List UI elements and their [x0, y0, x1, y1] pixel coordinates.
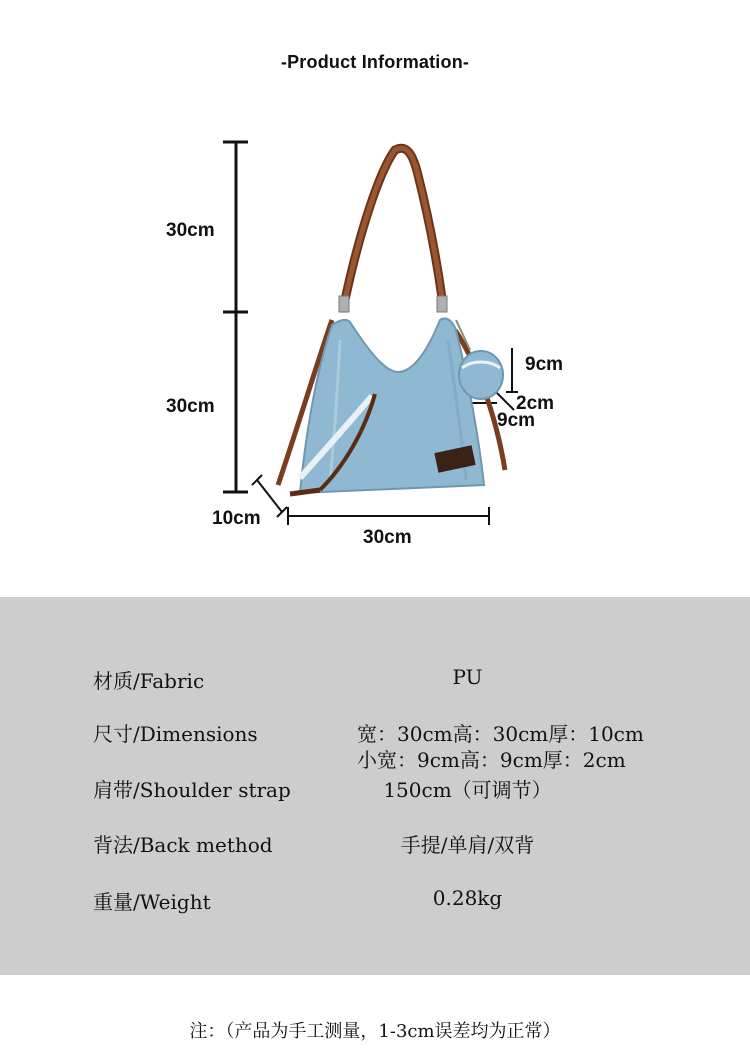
pouch-height-label: 9cm — [525, 354, 564, 375]
measurement-footnote: 注：（产品为手工测量，1-3cm误差均为正常） — [189, 1021, 561, 1042]
zipper-pull-tab — [290, 490, 320, 494]
shoulder-strap — [339, 148, 447, 312]
spec-value: 小宽：9cm高：9cm厚：2cm — [357, 748, 626, 772]
bag-width-label: 30cm — [363, 527, 412, 548]
spec-label: 尺寸/Dimensions — [93, 722, 258, 746]
spec-panel — [0, 597, 750, 975]
bag-height-label: 30cm — [166, 396, 215, 417]
spec-value: 手提/单肩/双背 — [400, 833, 535, 857]
spec-label: 重量/Weight — [93, 890, 211, 914]
strap-height-label: 30cm — [166, 220, 215, 241]
spec-value: 宽：30cm高：30cm厚：10cm — [357, 722, 644, 746]
bag-depth-label: 10cm — [212, 508, 261, 529]
strap-buckle-right — [437, 296, 447, 312]
spec-value: 150cm（可调节） — [383, 778, 552, 802]
spec-label: 肩带/Shoulder strap — [93, 778, 291, 802]
spec-row-fabric — [0, 665, 750, 695]
height-dimension-line — [223, 142, 248, 492]
spec-row-back-method — [0, 829, 750, 859]
pouch-depth-label: 2cm — [516, 393, 555, 414]
spec-row-shoulder-strap — [0, 774, 750, 804]
spec-row-dimensions-small — [0, 744, 750, 774]
spec-row-weight — [0, 886, 750, 916]
spec-label: 材质/Fabric — [93, 669, 205, 693]
page-title: -Product Information- — [280, 52, 470, 72]
spec-value: PU — [452, 665, 483, 689]
spec-value: 0.28kg — [432, 886, 503, 910]
pouch-width-label: 9cm — [497, 410, 536, 431]
strap-buckle-left — [339, 296, 349, 312]
width-dimension-line — [288, 507, 489, 525]
coin-pouch — [456, 320, 503, 399]
spec-label: 背法/Back method — [93, 833, 273, 857]
